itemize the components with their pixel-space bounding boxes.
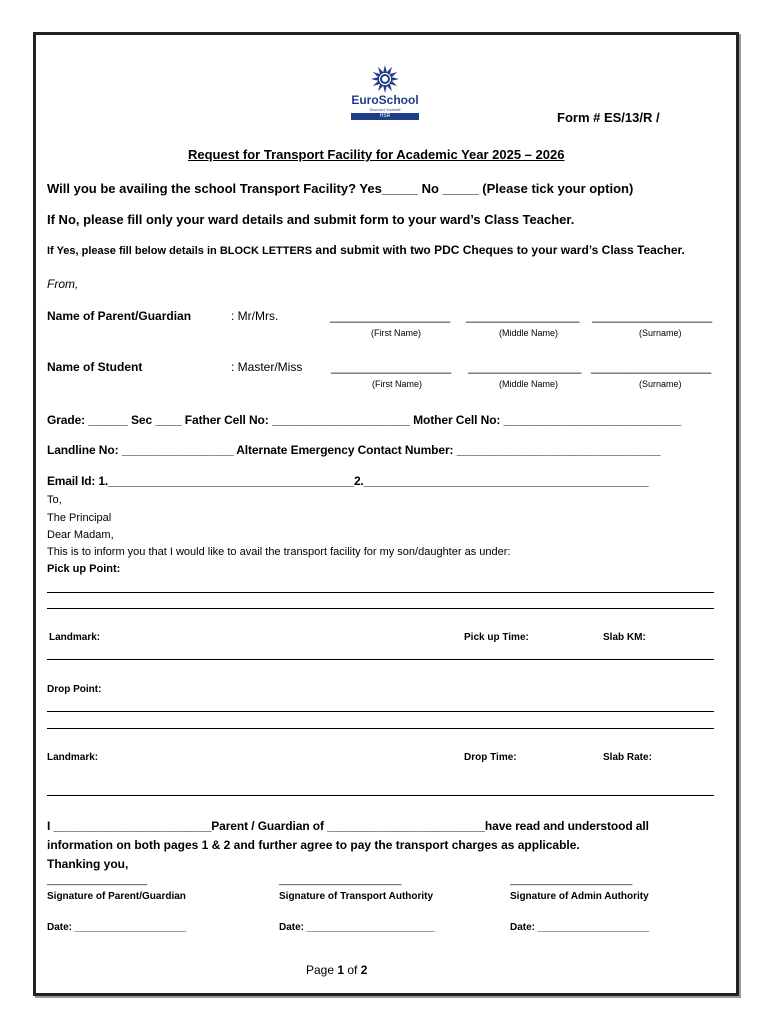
pickup-line-1[interactable] <box>47 592 714 593</box>
page-total: 2 <box>360 963 368 977</box>
thanking-line: Thanking you, <box>47 857 129 871</box>
page-number <box>306 963 367 977</box>
parent-name-label: Name of Parent/Guardian <box>47 309 192 323</box>
pickup-point-label: Pick up Point: <box>47 563 121 575</box>
page-prefix: Page <box>306 963 338 977</box>
letter-principal: The Principal <box>47 512 112 524</box>
form-title: Request for Transport Facility for Academic Year 2025 – 2026 <box>188 147 565 162</box>
sig-parent-label: Signature of Parent/Guardian <box>47 891 186 902</box>
pickup-line-2[interactable] <box>47 608 714 609</box>
instruction-yes-block: BLOCK LETTERS <box>219 245 313 257</box>
student-middle-caption: (Middle Name) <box>499 379 559 389</box>
question-avail: Will you be availing the school Transport Facility? Yes_____ No _____ (Please tick your option) <box>47 181 634 196</box>
landmark-line-1[interactable] <box>47 659 714 660</box>
letter-to: To, <box>47 494 62 506</box>
declaration-line-2: information on both pages 1 & 2 and further agree to pay the transport charges as applicable. <box>47 838 580 852</box>
from-label: From, <box>47 277 79 291</box>
landmark-label-1: Landmark: <box>49 632 101 643</box>
instruction-no: If No, please fill only your ward details and submit form to your ward’s Class Teacher. <box>47 212 575 227</box>
student-first-caption: (First Name) <box>372 379 422 389</box>
student-first-field[interactable]: __________________ <box>331 360 452 374</box>
date-parent-field[interactable]: Date: ____________________ <box>47 922 187 933</box>
pickup-time-label: Pick up Time: <box>464 632 529 643</box>
parent-surname-caption: (Surname) <box>639 328 682 338</box>
page-current: 1 <box>337 963 345 977</box>
letter-inform: This is to inform you that I would like to avail the transport facility for my son/daughter as under: <box>47 546 511 558</box>
date-transport-field[interactable]: Date: _______________________ <box>279 922 435 933</box>
parent-surname-field[interactable]: __________________ <box>592 309 713 323</box>
school-logo <box>349 64 421 124</box>
instruction-yes-prefix: If Yes, please fill below details in <box>47 245 220 257</box>
sig-parent-field[interactable]: __________________ <box>47 875 148 886</box>
date-admin-field[interactable]: Date: ____________________ <box>510 922 650 933</box>
student-title: : Master/Miss <box>231 360 303 374</box>
parent-first-field[interactable]: __________________ <box>330 309 451 323</box>
slab-rate-label: Slab Rate: <box>603 752 652 763</box>
sig-admin-field[interactable]: ______________________ <box>510 875 633 886</box>
parent-title: : Mr/Mrs. <box>231 309 279 323</box>
email-line[interactable]: Email Id: 1.______________________________________2.____________________________________________ <box>47 474 649 488</box>
star-emblem-icon <box>370 64 400 94</box>
instruction-yes-suffix: and submit with two PDC Cheques to your ward’s Class Teacher. <box>312 243 685 257</box>
logo-name: EuroSchool <box>351 93 419 107</box>
drop-line-2[interactable] <box>47 728 714 729</box>
landmark-label-2: Landmark: <box>47 752 99 763</box>
student-name-label: Name of Student <box>47 360 143 374</box>
parent-middle-field[interactable]: _________________ <box>466 309 580 323</box>
sig-admin-label: Signature of Admin Authority <box>510 891 649 902</box>
sig-transport-label: Signature of Transport Authority <box>279 891 434 902</box>
logo-tagline: Discover Yourself <box>369 107 401 112</box>
landline-line[interactable]: Landline No: _________________ Alternate Emergency Contact Number: _______________________________ <box>47 443 661 457</box>
drop-time-label: Drop Time: <box>464 752 517 763</box>
student-surname-caption: (Surname) <box>639 379 682 389</box>
landmark-line-2[interactable] <box>47 795 714 796</box>
student-surname-field[interactable]: __________________ <box>591 360 712 374</box>
drop-point-label: Drop Point: <box>47 684 102 695</box>
grade-contact-line[interactable]: Grade: ______ Sec ____ Father Cell No: _____________________ Mother Cell No: ___________________________ <box>47 413 682 427</box>
page-of: of <box>344 963 361 977</box>
student-middle-field[interactable]: _________________ <box>468 360 582 374</box>
slab-km-label: Slab KM: <box>603 632 646 643</box>
logo-bar: HSR <box>351 113 419 120</box>
instruction-yes <box>47 243 685 257</box>
form-number: Form # ES/13/R / <box>557 110 660 125</box>
letter-salutation: Dear Madam, <box>47 529 114 541</box>
parent-first-caption: (First Name) <box>371 328 421 338</box>
declaration-line-1[interactable]: I ________________________Parent / Guardian of ________________________have read and understood all <box>47 819 649 833</box>
sig-transport-field[interactable]: ______________________ <box>279 875 402 886</box>
drop-line-1[interactable] <box>47 711 714 712</box>
parent-middle-caption: (Middle Name) <box>499 328 559 338</box>
